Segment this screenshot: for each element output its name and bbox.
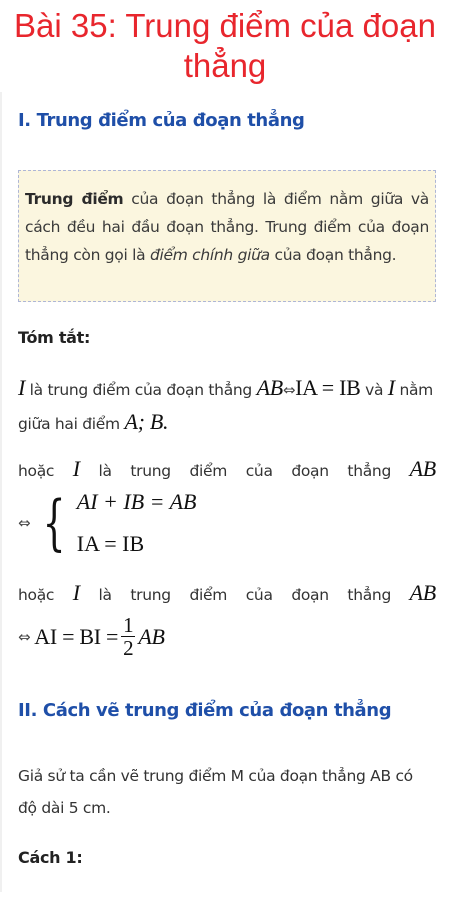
var-AB: AB <box>409 456 436 481</box>
note-italic: điểm chính giữa <box>149 246 270 264</box>
note-text-2: của đoạn thẳng. <box>269 246 397 264</box>
summary-line-2 <box>18 456 436 482</box>
var-I: I <box>72 456 80 481</box>
method-1-label: Cách 1: <box>18 848 83 867</box>
summary-line-3 <box>18 580 436 606</box>
page-title: Bài 35: Trung điểm của đoạn thẳng <box>14 7 436 84</box>
equation: IA = IB <box>295 375 361 400</box>
note-term: Trung điểm <box>25 190 124 208</box>
word: đoạn <box>291 586 329 604</box>
text: giữa hai điểm <box>18 415 125 433</box>
summary-line-3-formula <box>18 614 436 659</box>
var-I: I <box>72 580 80 605</box>
word: hoặc <box>18 462 55 480</box>
word: là <box>98 586 112 604</box>
section-2-heading: II. Cách vẽ trung điểm của đoạn thẳng <box>18 700 392 721</box>
points-AB: A; B. <box>124 409 169 434</box>
var-AB: AB <box>138 623 165 649</box>
definition-note <box>18 170 436 302</box>
iff-symbol: ⇔ <box>18 514 31 532</box>
section-1-heading: I. Trung điểm của đoạn thẳng <box>18 110 305 131</box>
lesson-content <box>0 92 434 892</box>
fraction-one-half <box>121 614 135 659</box>
equation-2: IA = IB <box>76 531 145 556</box>
word: là <box>98 462 112 480</box>
equation: AI = BI = <box>34 623 119 649</box>
text: nằm <box>394 381 433 399</box>
var-AB: AB <box>409 580 436 605</box>
note-text-1: của đoạn thẳng là điểm nằm giữa và cách đều hai đầu đoạn thẳng. Trung điểm của đoạn thẳng còn gọi là <box>25 190 429 264</box>
word: điểm <box>189 462 228 480</box>
summary-label: Tóm tắt: <box>18 328 91 347</box>
text: là trung điểm của đoạn thẳng <box>25 381 257 399</box>
equation-system <box>18 488 196 558</box>
word: của <box>245 586 273 604</box>
iff-symbol: ⇔ <box>282 381 296 399</box>
var-I: I <box>387 375 395 400</box>
word: hoặc <box>18 586 55 604</box>
iff-symbol: ⇔ <box>18 627 31 646</box>
word: điểm <box>189 586 228 604</box>
word: trung <box>130 462 171 480</box>
left-brace: { <box>42 488 66 558</box>
word: của <box>245 462 273 480</box>
word: đoạn <box>291 462 329 480</box>
var-AB: AB <box>256 375 283 400</box>
summary-line-1 <box>18 372 436 440</box>
word: trung <box>130 586 171 604</box>
word: thẳng <box>347 462 391 480</box>
word: thẳng <box>347 586 391 604</box>
equation-1: AI + IB = AB <box>76 489 197 514</box>
text: và <box>360 381 388 399</box>
section-2-paragraph: Giả sử ta cần vẽ trung điểm M của đoạn thẳng AB có độ dài 5 cm. <box>18 767 413 817</box>
fraction-numerator: 1 <box>123 613 134 637</box>
fraction-denominator: 2 <box>123 636 134 660</box>
var-I: I <box>18 375 26 400</box>
